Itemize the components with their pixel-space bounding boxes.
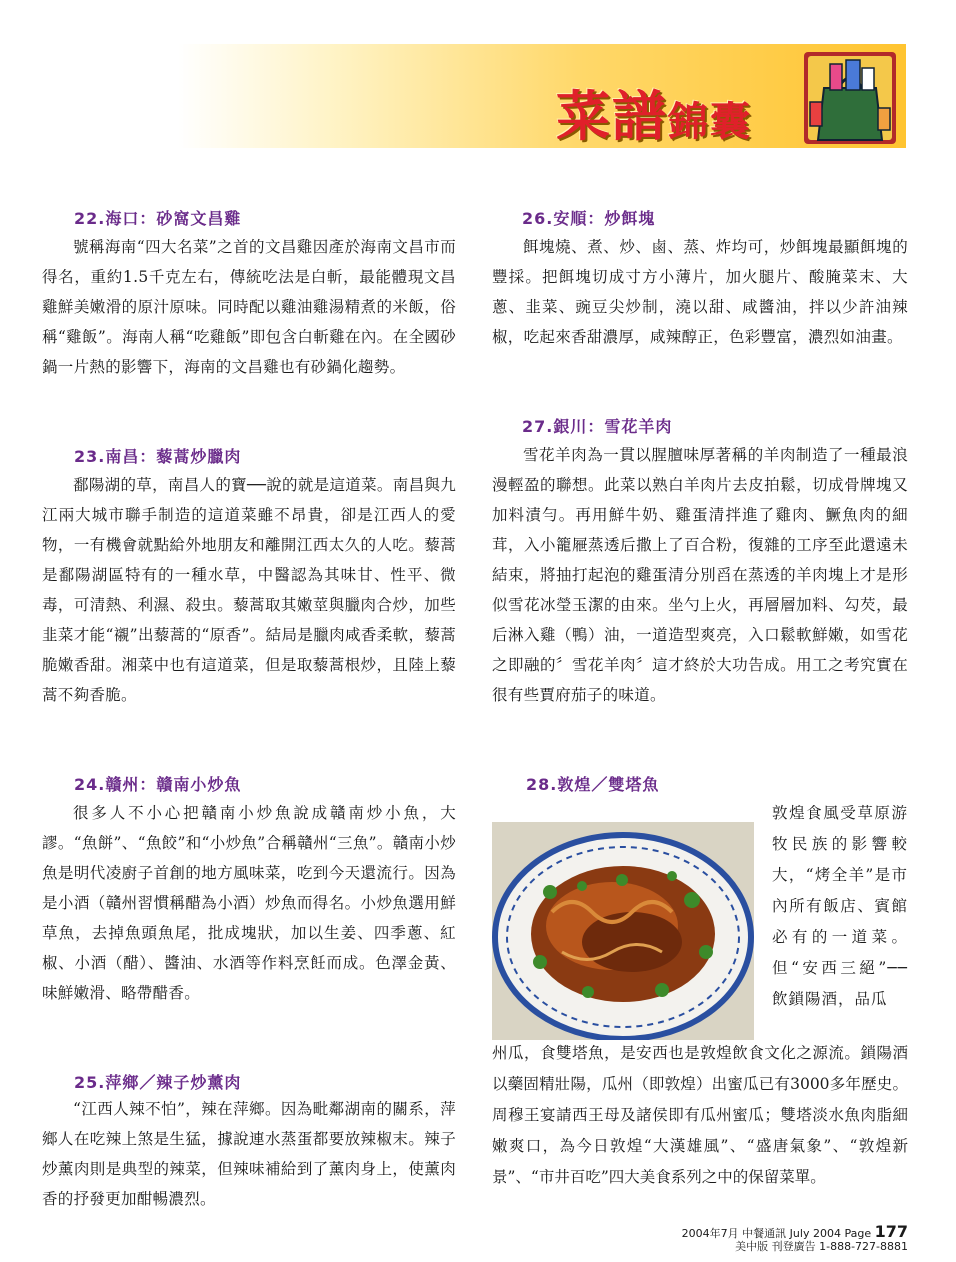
section-27-body: 雪花羊肉為一貫以腥膻味厚著稱的羊肉制造了一種最浪漫輕盈的聯想。此菜以熟白羊肉片去皮拍鬆，切成骨牌塊又加料漬勻。再用鮮牛奶、雞蛋清拌進了雞肉、鱖魚肉的細茸，入小籠屜蒸透后撒上了百合粉，復雜的工序至此還遠未結束，將抽打起泡的雞蛋清分別舀在蒸透的羊肉塊上才是形似雪花冰瑩玉潔的由來。坐勺上火，再層層加料、勾芡，最后淋入雞（鴨）油，一道造型爽亮，入口鬆軟鮮嫩，如雪花之即融的〞雪花羊肉〞這才終於大功告成。用工之考究實在很有些賈府茄子的味道。 [492,446,908,704]
header-banner [178,44,906,148]
shopping-bag-icon [802,50,898,146]
section-28-body-continued: 州瓜，食雙塔魚，是安西也是敦煌飲食文化之源流。鎖陽酒以藥固精壯陽，瓜州（即敦煌）出蜜瓜已有3000多年歷史。周穆王宴請西王母及諸侯即有瓜州蜜瓜；雙塔淡水魚肉脂細嫩爽口，為今日敦煌“大漢雄風”、“盛唐氣象”、“敦煌新景”、“市井百吃”四大美食系列之中的保留菜單。 [492,1044,908,1186]
footer-month-en: July 2004 [789,1227,841,1240]
section-23-body: 鄱陽湖的草，南昌人的寶──說的就是這道菜。南昌與九江兩大城市聯手制造的這道菜雖不昂貴，卻是江西人的愛物，一有機會就點給外地朋友和離開江西太久的人吃。藜蒿是鄱陽湖區特有的一種水草，中醫認為其味甘、性平、微毒，可清熱、利濕、殺虫。藜蒿取其嫩莖與臘肉合炒，加些韭菜才能“襯”出藜蒿的“原香”。結局是臘肉咸香柔軟，藜蒿脆嫩香甜。湘菜中也有這道菜，但是取藜蒿根炒，且陸上藜蒿不夠香脆。 [42,476,456,704]
column-title-sub: 錦囊 [668,98,752,145]
section-24-title: 24.贛州：贛南小炒魚 [74,775,242,794]
section-25-body: “江西人辣不怕”，辣在萍鄉。因為毗鄰湖南的關系，萍鄉人在吃辣上煞是生猛，據說連水蒸蛋都要放辣椒末。辣子炒薰肉則是典型的辣菜，但辣味補給到了薰肉身上，使薰肉香的抒發更加酣暢濃烈。 [42,1100,456,1208]
section-28-body-float: 敦煌食風受草原游牧民族的影響較大，“烤全羊”是市內所有飯店、賓館必有的一道菜。但“安西三絕”──飲鎖陽酒，品瓜 [772,804,908,1008]
footer-page-label: Page [844,1227,872,1240]
footer-edition: 美中版 刊登廣告 1-888-727-8881 [735,1240,908,1253]
section-25-title: 25.萍鄉／辣子炒薰肉 [74,1073,242,1092]
section-26-title: 26.安順：炒餌塊 [522,209,656,228]
section-22-body: 號稱海南“四大名菜”之首的文昌雞因產於海南文昌市而得名，重約1.5千克左右，傳統吃法是白斬，最能體現文昌雞鮮美嫩滑的原汁原味。同時配以雞油雞湯精煮的米飯，俗稱“雞飯”。海南人稱“吃雞飯”即包含白斬雞在內。在全國砂鍋一片熱的影響下，海南的文昌雞也有砂鍋化趨勢。 [42,238,456,376]
footer-page-number: 177 [874,1222,908,1241]
footer-date: 2004年7月 [681,1227,739,1240]
column-title [556,74,752,151]
fried-fish-dish-photo [492,822,754,1040]
section-23-title: 23.南昌：藜蒿炒臘肉 [74,447,242,466]
section-26-body: 餌塊燒、煮、炒、鹵、蒸、炸均可，炒餌塊最顯餌塊的豐採。把餌塊切成寸方小薄片，加火腿片、酸腌菜末、大蔥、韭菜、豌豆尖炒制，澆以甜、咸醬油，拌以少許油辣椒，吃起來香甜濃厚，咸辣醇正，色彩豐富，濃烈如油畫。 [492,238,908,346]
section-28-title: 28.敦煌／雙塔魚 [526,775,660,794]
section-27-title: 27.銀川：雪花羊肉 [522,417,673,436]
section-24-body: 很多人不小心把贛南小炒魚說成贛南炒小魚，大謬。“魚餅”、“魚餃”和“小炒魚”合稱贛州“三魚”。贛南小炒魚是明代凌廚子首創的地方風味菜，吃到今天還流行。因為是小酒（贛州習慣稱醋為小酒）炒魚而得名。小炒魚選用鮮草魚，去掉魚頭魚尾，批成塊狀，加以生姜、四季蔥、紅椒、小酒（醋）、醬油、水酒等作料烹飪而成。色澤金黃、味鮮嫩滑、略帶醋香。 [42,804,456,1002]
footer-magazine: 中餐通訊 [742,1227,787,1240]
section-22-title: 22.海口：砂窩文昌雞 [74,209,242,228]
column-title-main: 菜譜 [556,84,668,148]
